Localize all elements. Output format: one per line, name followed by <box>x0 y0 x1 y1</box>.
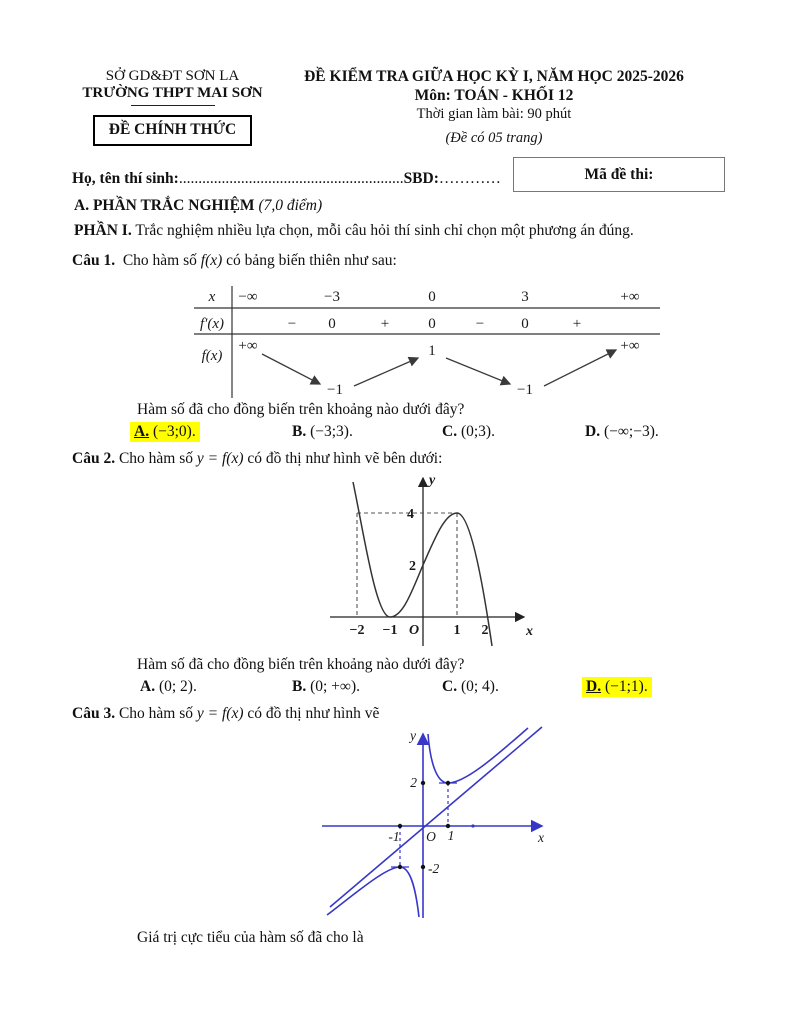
question-2-graph <box>326 470 538 650</box>
q1-option-d-letter: D. <box>585 423 601 440</box>
question-2-pre: Cho hàm số <box>118 450 194 467</box>
x-value-3: 3 <box>521 289 529 305</box>
q1-option-a <box>130 422 200 442</box>
official-exam-label: ĐỀ CHÍNH THỨC <box>108 121 237 138</box>
question-1-prompt: Hàm số đã cho đồng biến trên khoảng nào dưới đây? <box>137 401 465 418</box>
x-tick-m1: -1 <box>388 829 400 844</box>
f-value-4: +∞ <box>620 338 640 354</box>
official-exam-box <box>93 115 252 146</box>
sbd-blank: ………… <box>438 170 501 187</box>
question-1-math: f(x) <box>200 252 223 269</box>
variation-table-figure <box>192 284 662 400</box>
variation-arrow-up-1 <box>354 358 418 386</box>
f-value-0: +∞ <box>238 338 258 354</box>
point-local-min <box>446 781 450 785</box>
q2-option-c-letter: C. <box>442 678 458 695</box>
q2-option-d-letter: D. <box>586 678 602 695</box>
department-name: SỞ GD&ĐT SƠN LA <box>105 68 240 84</box>
origin-label: O <box>408 623 420 638</box>
x-tick-m1: −1 <box>382 623 398 638</box>
origin-label: O <box>426 829 436 844</box>
q2-option-b-text: (0; +∞). <box>310 678 361 695</box>
q1-option-c-text: (0;3). <box>460 423 495 440</box>
question-3-post: có đồ thị như hình vẽ <box>247 705 380 722</box>
y-tick-m2: -2 <box>428 861 440 876</box>
f-value-2: 1 <box>428 343 436 359</box>
x-value-2: 0 <box>428 289 436 305</box>
sbd-label: SBD: <box>403 170 439 187</box>
question-3-math: y = f(x) <box>196 705 244 722</box>
question-1-post: có bảng biến thiên như sau: <box>226 252 397 269</box>
q2-option-a-text: (0; 2). <box>158 678 197 695</box>
q1-option-d-text: (−∞;−3). <box>603 423 659 440</box>
sign-2: + <box>380 316 390 332</box>
question-2-math: y = f(x) <box>196 450 244 467</box>
x-tick-2: 2 <box>481 623 489 638</box>
question-2-intro <box>72 450 442 468</box>
section-a-points: (7,0 điểm) <box>258 197 323 214</box>
x-axis-label: x <box>526 624 533 639</box>
question-2-label: Câu 2. <box>72 450 116 467</box>
question-3-pre: Cho hàm số <box>118 705 194 722</box>
q1-option-c <box>442 423 495 441</box>
y-axis-label: y <box>429 473 436 488</box>
sign-6: + <box>572 316 582 332</box>
x-value-0: −∞ <box>238 289 258 305</box>
question-1-label: Câu 1. <box>72 252 116 269</box>
q1-option-d <box>585 423 659 441</box>
exam-code-label: Mã đề thi: <box>584 165 654 183</box>
exam-pages-note: (Đề có 05 trang) <box>445 130 543 146</box>
q2-option-d <box>582 677 652 697</box>
point-ym2 <box>421 865 425 869</box>
q1-option-b-text: (−3;3). <box>310 423 353 440</box>
q1-option-b-letter: B. <box>292 423 307 440</box>
sign-4: − <box>475 316 485 332</box>
sign-1: 0 <box>328 316 336 332</box>
q2-option-a <box>140 678 197 696</box>
curve-upper-branch <box>428 728 528 783</box>
q1-option-b <box>292 423 353 441</box>
variation-arrow-down-1 <box>262 354 320 384</box>
question-3-graph <box>316 726 556 924</box>
table-row-header-x: x <box>208 289 216 305</box>
sign-3: 0 <box>428 316 436 332</box>
part1-description: Trắc nghiệm nhiều lựa chọn, mỗi câu hỏi thí sinh chỉ chọn một phương án đúng. <box>135 222 634 239</box>
tick-x2 <box>471 824 474 827</box>
variation-arrow-down-2 <box>446 358 510 384</box>
q1-option-c-letter: C. <box>442 423 458 440</box>
question-3-prompt: Giá trị cực tiểu của hàm số đã cho là <box>137 929 364 946</box>
table-row-header-f: f(x) <box>201 348 223 364</box>
x-tick-1: 1 <box>447 828 455 843</box>
question-1-intro <box>72 252 397 270</box>
point-y2 <box>421 781 425 785</box>
y-tick-2: 2 <box>410 775 417 790</box>
header-left <box>70 68 275 146</box>
school-name: TRƯỜNG THPT MAI SƠN <box>82 85 263 101</box>
point-xm1 <box>398 824 402 828</box>
section-a-title: A. PHẦN TRẮC NGHIỆM <box>74 197 255 214</box>
y-tick-4: 4 <box>407 507 414 522</box>
q2-option-b-letter: B. <box>292 678 307 695</box>
q2-option-a-letter: A. <box>140 678 156 695</box>
q2-option-c-text: (0; 4). <box>460 678 499 695</box>
x-axis-label: x <box>538 830 544 845</box>
point-local-max <box>398 865 402 869</box>
sign-5: 0 <box>521 316 529 332</box>
x-value-1: −3 <box>324 289 340 305</box>
question-2-post: có đồ thị như hình vẽ bên dưới: <box>247 450 443 467</box>
exam-title: ĐỀ KIỂM TRA GIỮA HỌC KỲ I, NĂM HỌC 2025-2026 <box>304 68 684 85</box>
sign-0: − <box>287 316 297 332</box>
x-tick-m2: −2 <box>349 623 365 638</box>
y-axis-label: y <box>410 728 416 743</box>
f-value-3: −1 <box>517 382 533 398</box>
q2-option-b <box>292 678 360 696</box>
student-info-line <box>72 170 501 188</box>
school-underline <box>131 105 215 106</box>
f-value-1: −1 <box>327 382 343 398</box>
exam-subject: Môn: TOÁN - KHỐI 12 <box>414 87 574 104</box>
question-2-prompt: Hàm số đã cho đồng biến trên khoảng nào dưới đây? <box>137 656 465 673</box>
exam-duration: Thời gian làm bài: 90 phút <box>416 106 572 122</box>
part1-heading <box>74 222 634 240</box>
q1-option-a-text: (−3;0). <box>152 423 196 440</box>
q1-option-a-letter: A. <box>134 423 150 440</box>
q2-option-d-text: (−1;1). <box>604 678 648 695</box>
x-value-4: +∞ <box>620 289 640 305</box>
exam-code-box <box>513 157 725 192</box>
section-a-heading <box>74 197 322 215</box>
variation-arrow-up-2 <box>544 350 616 386</box>
part1-label: PHẦN I. <box>74 222 132 239</box>
curve-lower-branch <box>327 867 419 917</box>
x-tick-1: 1 <box>453 623 461 638</box>
table-row-header-fprime: f′(x) <box>199 316 225 332</box>
student-name-blank: .......................................................... <box>178 170 404 187</box>
y-tick-2: 2 <box>409 559 416 574</box>
student-name-label: Họ, tên thí sinh: <box>72 170 179 187</box>
question-1-pre: Cho hàm số <box>122 252 197 269</box>
question-3-label: Câu 3. <box>72 705 116 722</box>
oblique-asymptote <box>330 727 542 907</box>
header-right <box>278 68 710 147</box>
question-3-intro <box>72 705 379 723</box>
q2-option-c <box>442 678 499 696</box>
